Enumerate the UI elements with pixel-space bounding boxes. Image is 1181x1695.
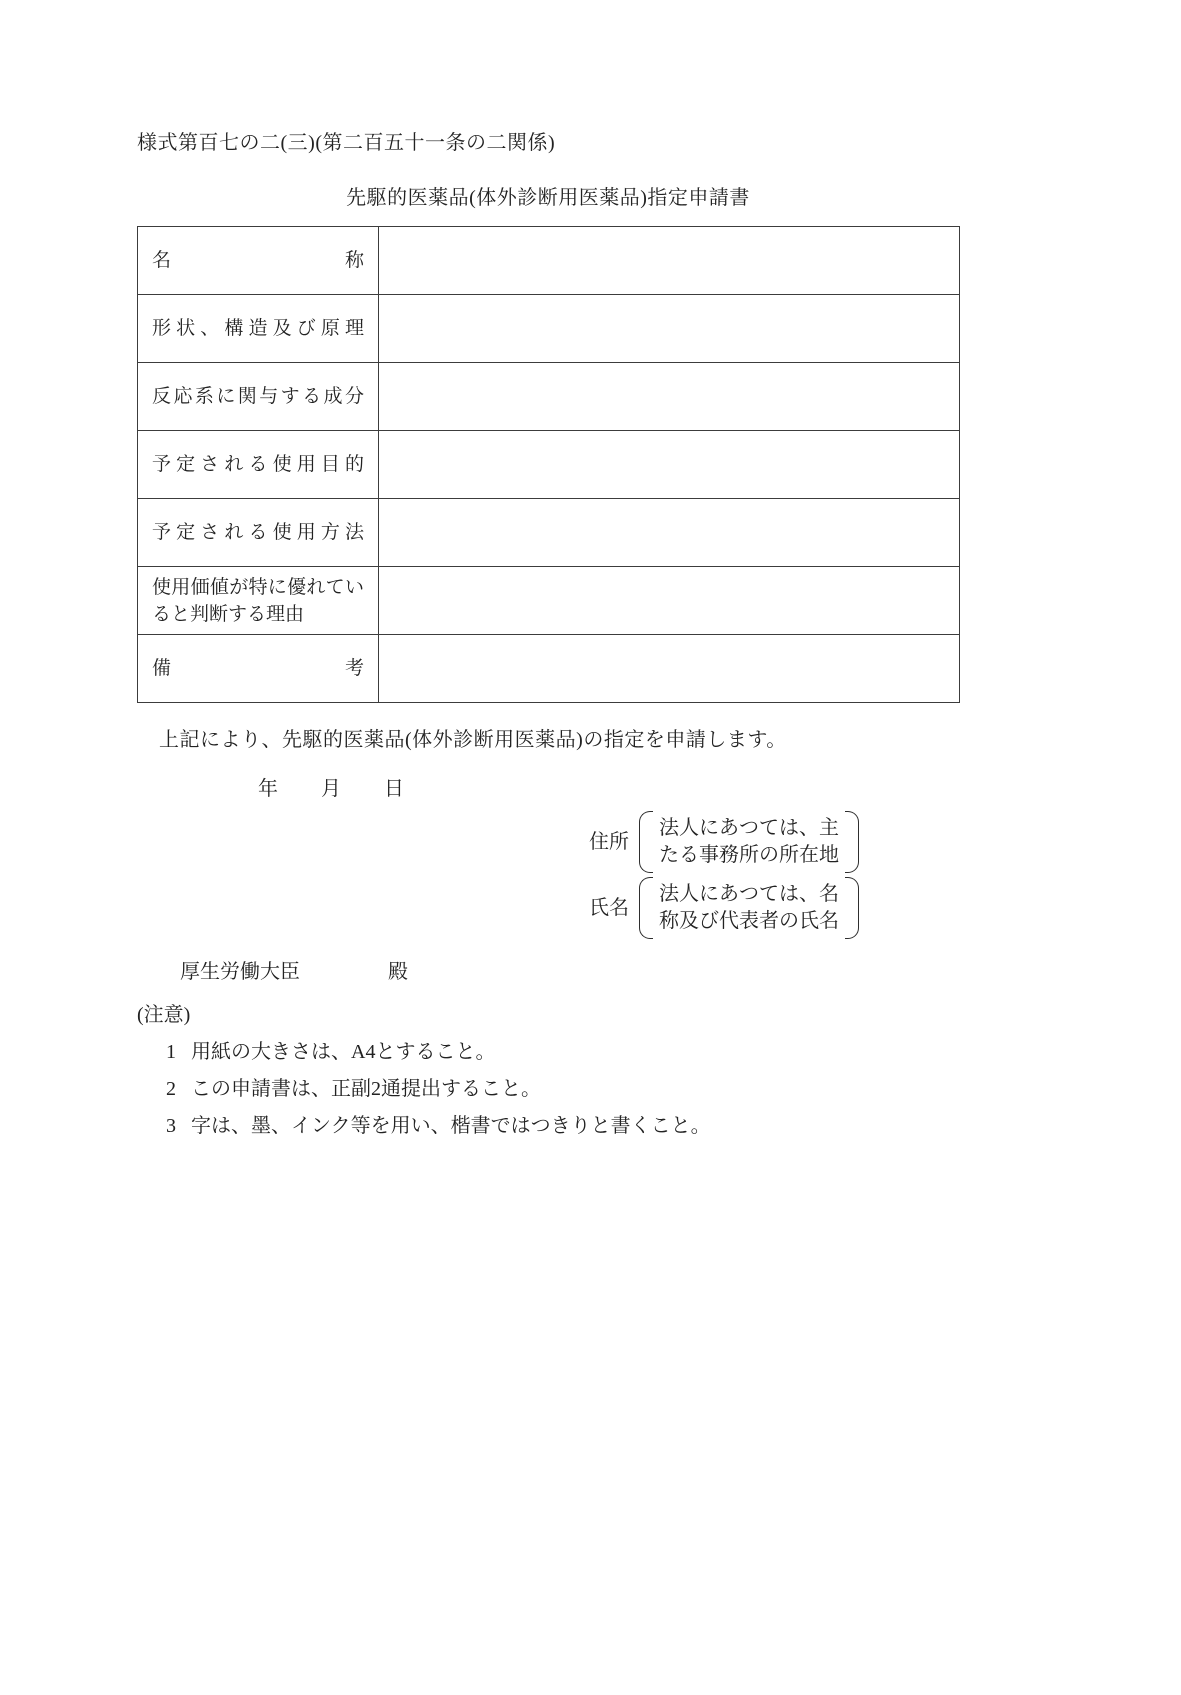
date-line: 年 月 日: [258, 778, 405, 800]
application-table: [137, 226, 960, 703]
note-text: この申請書は、正副2通提出すること。: [191, 1078, 541, 1100]
field-value-name: [379, 227, 960, 295]
field-label-intended-method: 予定される使用方法: [138, 499, 379, 567]
document-title: 先駆的医薬品(体外診断用医薬品)指定申請書: [346, 187, 750, 209]
address-note-line1: 法人にあつては、主: [659, 817, 839, 839]
field-value-intended-purpose: [379, 431, 960, 499]
note-text: 字は、墨、インク等を用い、楷書ではつきりと書くこと。: [191, 1115, 711, 1137]
address-row: [589, 811, 959, 873]
row-reaction-components: [138, 363, 960, 431]
row-intended-method: [138, 499, 960, 567]
note-number: 1: [166, 1041, 176, 1063]
address-note: [639, 811, 859, 873]
field-label-name: 名称: [138, 227, 379, 295]
right-bracket: [845, 877, 859, 939]
row-use-value-reason: [138, 567, 960, 635]
address-note-text: [659, 811, 839, 873]
row-remarks: [138, 635, 960, 703]
row-name: [138, 227, 960, 295]
field-label-reaction-components: 反応系に関与する成分: [138, 363, 379, 431]
document-content: [137, 0, 959, 1140]
note-text: 用紙の大きさは、A4とすること。: [191, 1041, 496, 1063]
name-note-line2: 称及び代表者の氏名: [659, 910, 839, 932]
honorific-dono: 殿: [388, 961, 408, 983]
minister-label: 厚生労働大臣: [180, 961, 300, 983]
name-label: 氏名: [589, 896, 629, 919]
note-item: [137, 1076, 959, 1103]
address-label: 住所: [589, 830, 629, 853]
form-number: 様式第百七の二(三)(第二百五十一条の二関係): [137, 132, 556, 154]
left-bracket: [639, 811, 653, 873]
field-value-remarks: [379, 635, 960, 703]
name-note-line1: 法人にあつては、名: [659, 883, 839, 905]
minister-line: [137, 959, 959, 986]
note-item: [137, 1039, 959, 1066]
notes-heading: (注意): [137, 1004, 191, 1026]
note-item: [137, 1113, 959, 1140]
notes-section: [137, 1002, 959, 1140]
row-shape-structure-principle: [138, 295, 960, 363]
field-value-use-value-reason: [379, 567, 960, 635]
address-note-line2: たる事務所の所在地: [659, 844, 839, 866]
left-bracket: [639, 877, 653, 939]
name-row: [589, 877, 959, 939]
right-bracket: [845, 811, 859, 873]
row-intended-purpose: [138, 431, 960, 499]
application-statement: 上記により、先駆的医薬品(体外診断用医薬品)の指定を申請します。: [159, 729, 787, 751]
field-label-use-value-reason: 使用価値が特に優れていると判断する理由: [138, 567, 379, 635]
field-label-intended-purpose: 予定される使用目的: [138, 431, 379, 499]
field-label-shape-structure-principle: 形状、構造及び原理: [138, 295, 379, 363]
field-value-shape-structure-principle: [379, 295, 960, 363]
field-value-intended-method: [379, 499, 960, 567]
note-number: 2: [166, 1078, 176, 1100]
field-value-reaction-components: [379, 363, 960, 431]
submitter-block: [137, 811, 959, 939]
name-note-text: [659, 877, 839, 939]
name-note: [639, 877, 859, 939]
field-label-remarks: 備考: [138, 635, 379, 703]
note-number: 3: [166, 1115, 176, 1137]
